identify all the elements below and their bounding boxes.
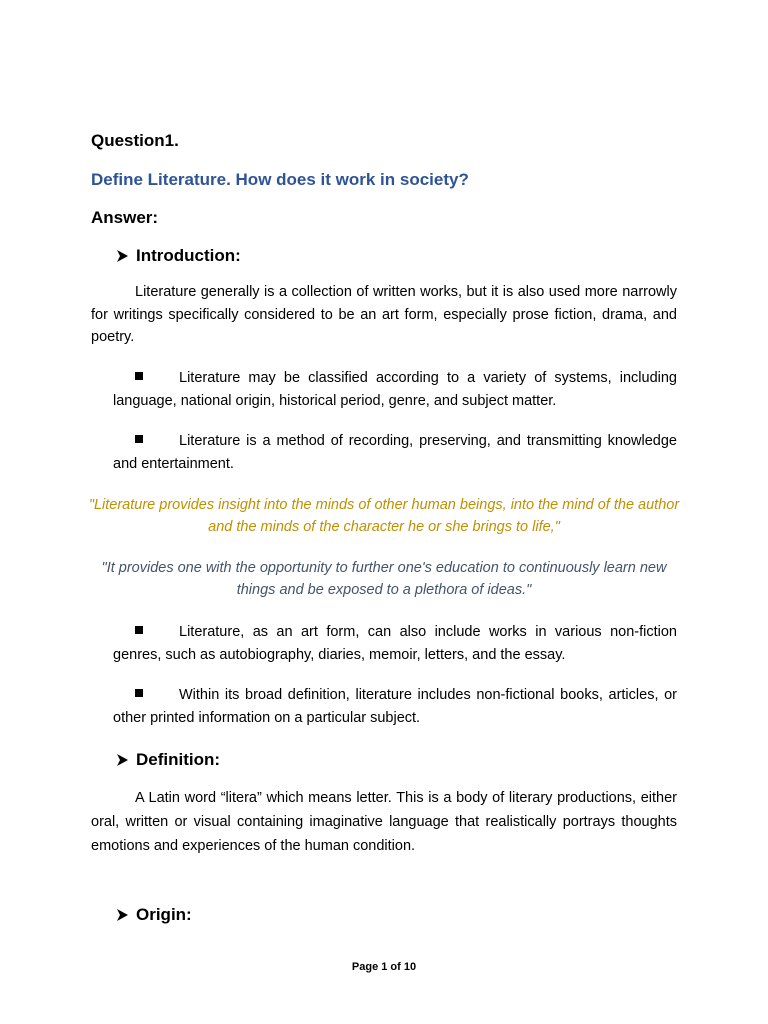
introduction-heading-label: Introduction: [136,246,241,265]
list-item-text: Within its broad definition, literature includes non-fictional books, articles, or other printed information on a particular subject. [113,687,677,726]
definition-paragraph: A Latin word “litera” which means letter. This is a body of literary productions, either oral, written or visual containing imaginative language that realistically portrays thoughts emotions and experiences of the human condition. [91,790,677,854]
list-item [113,430,677,475]
arrow-bullet-icon [114,907,130,923]
quote-text: "It provides one with the opportunity to further one's education to continuously learn new things and be exposed to a plethora of ideas." [101,560,667,598]
list-item-text: Literature may be classified according to a variety of systems, including language, national origin, historical period, genre, and subject matter. [113,370,677,409]
square-bullet-icon [135,435,143,443]
list-item-text: Literature, as an art form, can also include works in various non-fiction genres, such as autobiography, diaries, memoir, letters, and the essay. [113,624,677,663]
quote-text: "Literature provides insight into the minds of other human beings, into the mind of the author and the minds of the character he or she brings to life," [88,497,680,535]
list-item [113,684,677,729]
introduction-heading [114,246,241,266]
definition-heading-label: Definition: [136,750,221,769]
question-text: Define Literature. How does it work in society? [91,170,469,189]
page-number: Page 1 of 10 [351,961,417,973]
origin-heading-label: Origin: [136,905,192,924]
list-item-text: Literature is a method of recording, preserving, and transmitting knowledge and entertainment. [113,433,677,472]
square-bullet-icon [135,372,143,380]
list-item [113,367,677,412]
origin-heading [114,905,192,925]
answer-label: Answer: [91,208,159,227]
question-number: Question1. [91,131,179,150]
arrow-bullet-icon [114,752,130,768]
list-item [113,621,677,666]
arrow-bullet-icon [114,248,130,264]
introduction-paragraph: Literature generally is a collection of written works, but it is also used more narrowly for writings specifically considered to be an art form, especially prose fiction, drama, and poetry. [91,284,677,345]
square-bullet-icon [135,689,143,697]
definition-heading [114,750,220,770]
square-bullet-icon [135,626,143,634]
